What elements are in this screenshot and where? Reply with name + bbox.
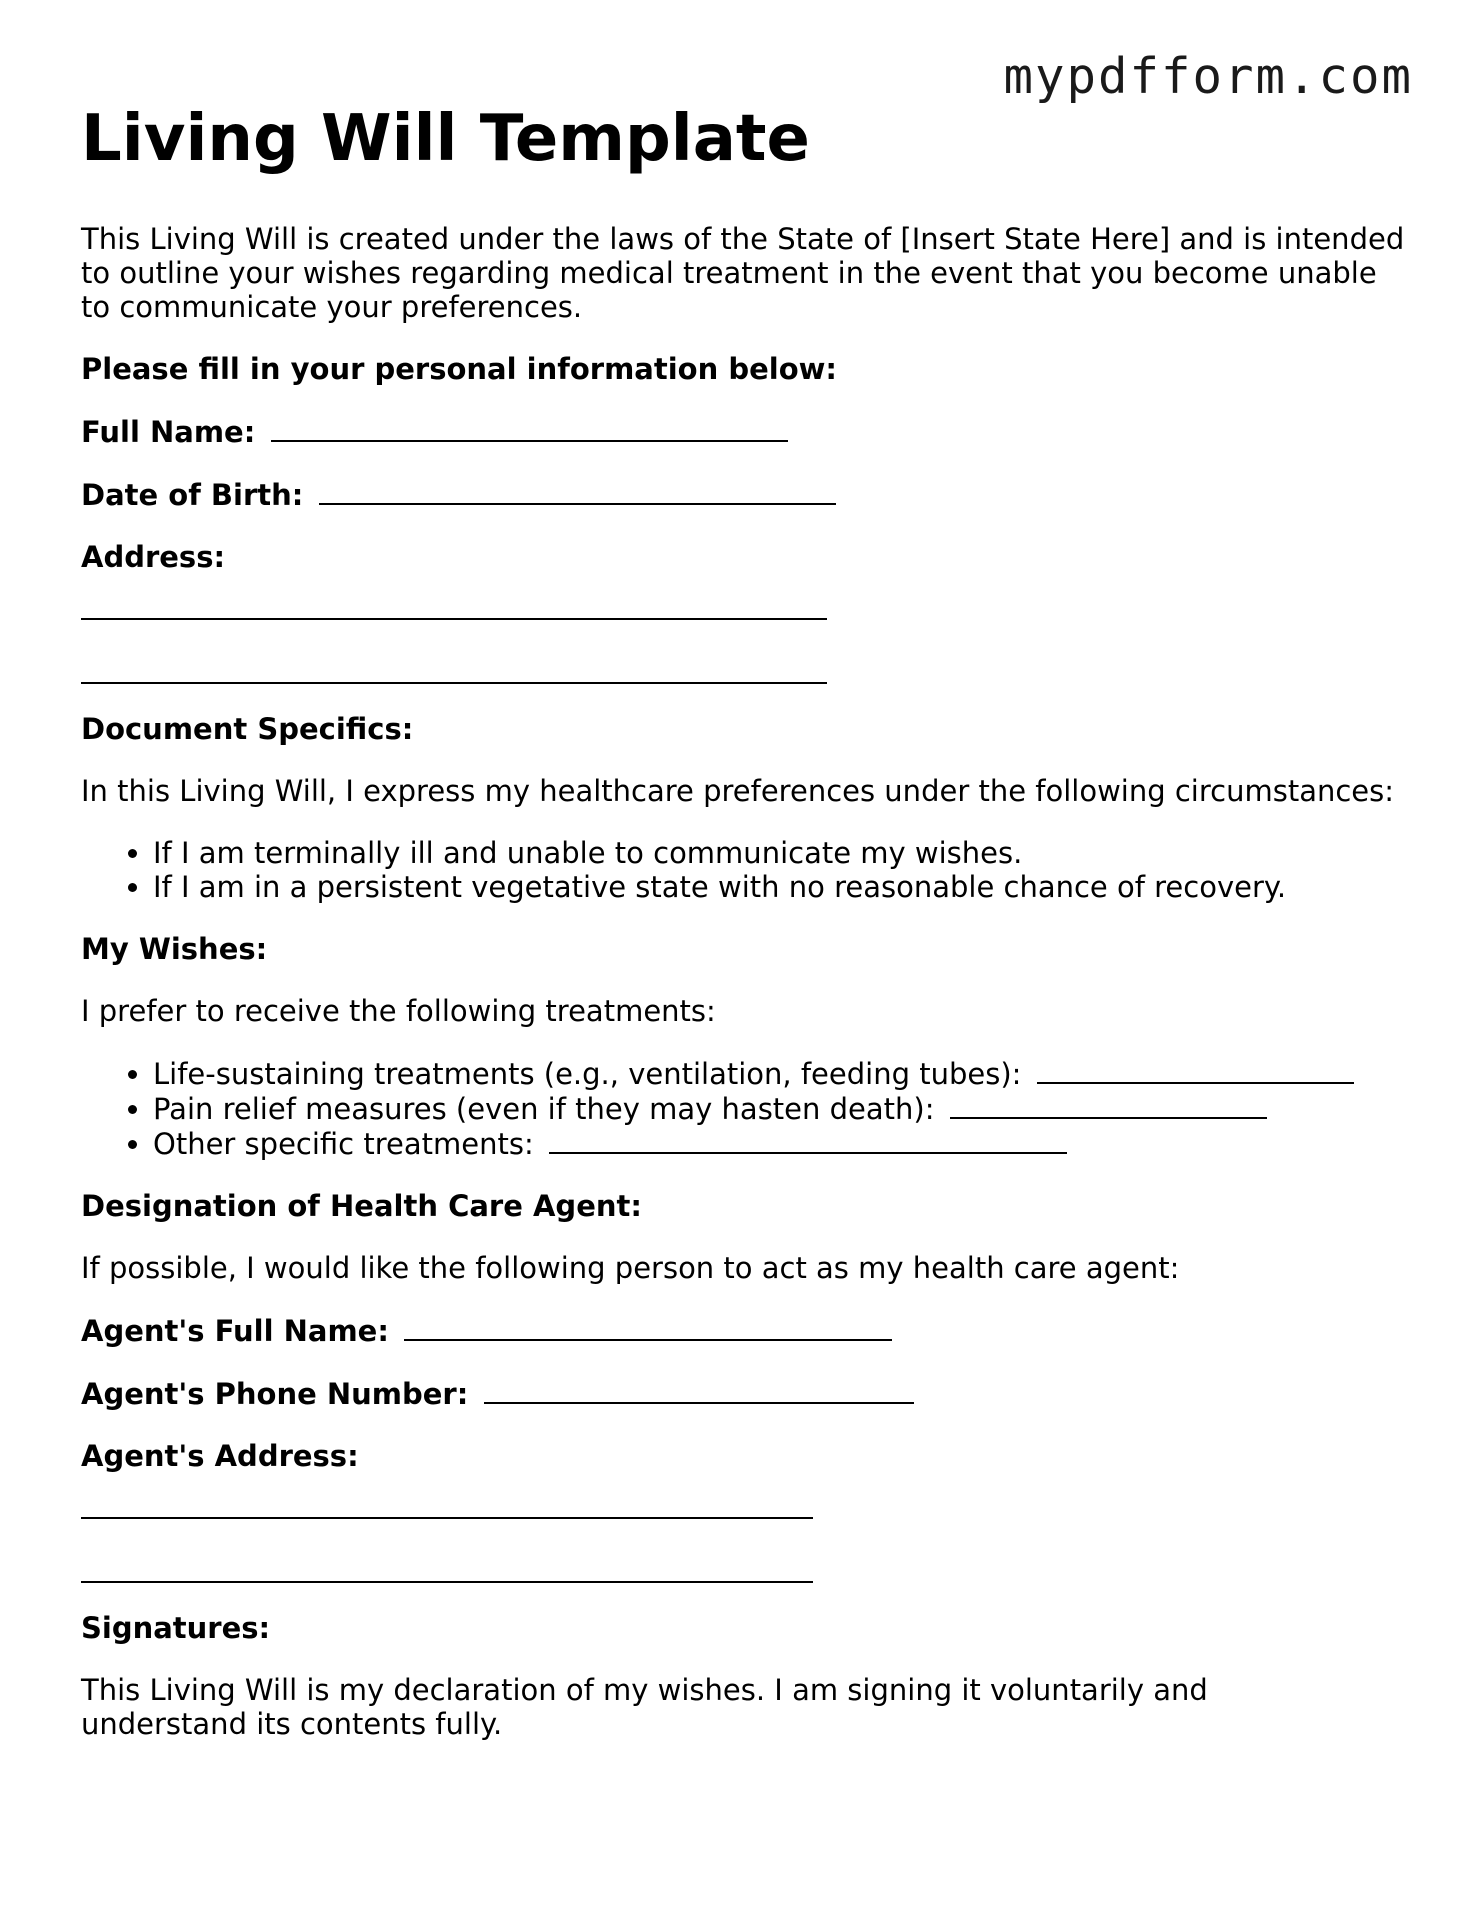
treatment-input-line[interactable] — [549, 1126, 1067, 1154]
agent-address-input-line-2[interactable] — [81, 1545, 813, 1583]
intro-paragraph: This Living Will is created under the laws of the State of [Insert State Here] and is intended to outline your wishes regarding medical treatment in the event that you become unable to communicate your preferences. — [81, 222, 1405, 324]
signatures-heading: Signatures: — [81, 1611, 271, 1645]
health-care-agent-text: If possible, I would like the following person to act as my health care agent: — [81, 1251, 1180, 1285]
agent-address-input-line-1[interactable] — [81, 1481, 813, 1519]
address-label: Address: — [81, 540, 226, 574]
address-field — [81, 540, 1401, 574]
treatment-label: Pain relief measures (even if they may hasten death): — [153, 1092, 935, 1126]
health-care-agent-heading: Designation of Health Care Agent: — [81, 1189, 642, 1223]
agent-name-input-line[interactable] — [404, 1313, 892, 1341]
personal-info-heading: Please fill in your personal information below: — [81, 352, 838, 386]
list-item: • If I am terminally ill and unable to communicate my wishes. — [153, 836, 1401, 870]
full-name-label: Full Name: — [81, 415, 256, 449]
document-specifics-text: In this Living Will, I express my healthcare preferences under the following circumstances: — [81, 774, 1395, 808]
full-name-field — [81, 414, 1401, 449]
agent-phone-field — [81, 1376, 1401, 1411]
agent-address-label: Agent's Address: — [81, 1439, 359, 1473]
address-input-line-1[interactable] — [81, 582, 827, 620]
watermark: mypdfform.com — [1003, 48, 1413, 105]
treatments-list — [81, 1056, 1401, 1161]
treatment-label: Other specific treatments: — [153, 1127, 534, 1161]
page-title: Living Will Template — [81, 102, 810, 176]
full-name-input-line[interactable] — [271, 414, 788, 442]
address-input-line-2[interactable] — [81, 646, 827, 684]
agent-address-field — [81, 1439, 1401, 1473]
treatment-input-line[interactable] — [1037, 1056, 1354, 1084]
document-specifics-heading: Document Specifics: — [81, 712, 414, 746]
list-item — [153, 1056, 1401, 1091]
list-item — [153, 1091, 1401, 1126]
agent-name-field — [81, 1313, 1401, 1348]
treatment-input-line[interactable] — [950, 1091, 1267, 1119]
list-item — [153, 1126, 1401, 1161]
agent-name-label: Agent's Full Name: — [81, 1314, 389, 1348]
list-item: • If I am in a persistent vegetative state with no reasonable chance of recovery. — [153, 870, 1401, 904]
date-of-birth-label: Date of Birth: — [81, 478, 304, 512]
document-content — [81, 96, 1405, 1769]
treatment-label: Life-sustaining treatments (e.g., ventilation, feeding tubes): — [153, 1057, 1022, 1091]
my-wishes-text: I prefer to receive the following treatments: — [81, 994, 716, 1028]
circumstances-list — [81, 836, 1401, 904]
date-of-birth-field — [81, 477, 1401, 512]
date-of-birth-input-line[interactable] — [319, 477, 836, 505]
my-wishes-heading: My Wishes: — [81, 932, 268, 966]
agent-phone-input-line[interactable] — [484, 1376, 914, 1404]
agent-phone-label: Agent's Phone Number: — [81, 1377, 469, 1411]
signatures-text: This Living Will is my declaration of my wishes. I am signing it voluntarily and understand its contents fully. — [81, 1673, 1208, 1741]
